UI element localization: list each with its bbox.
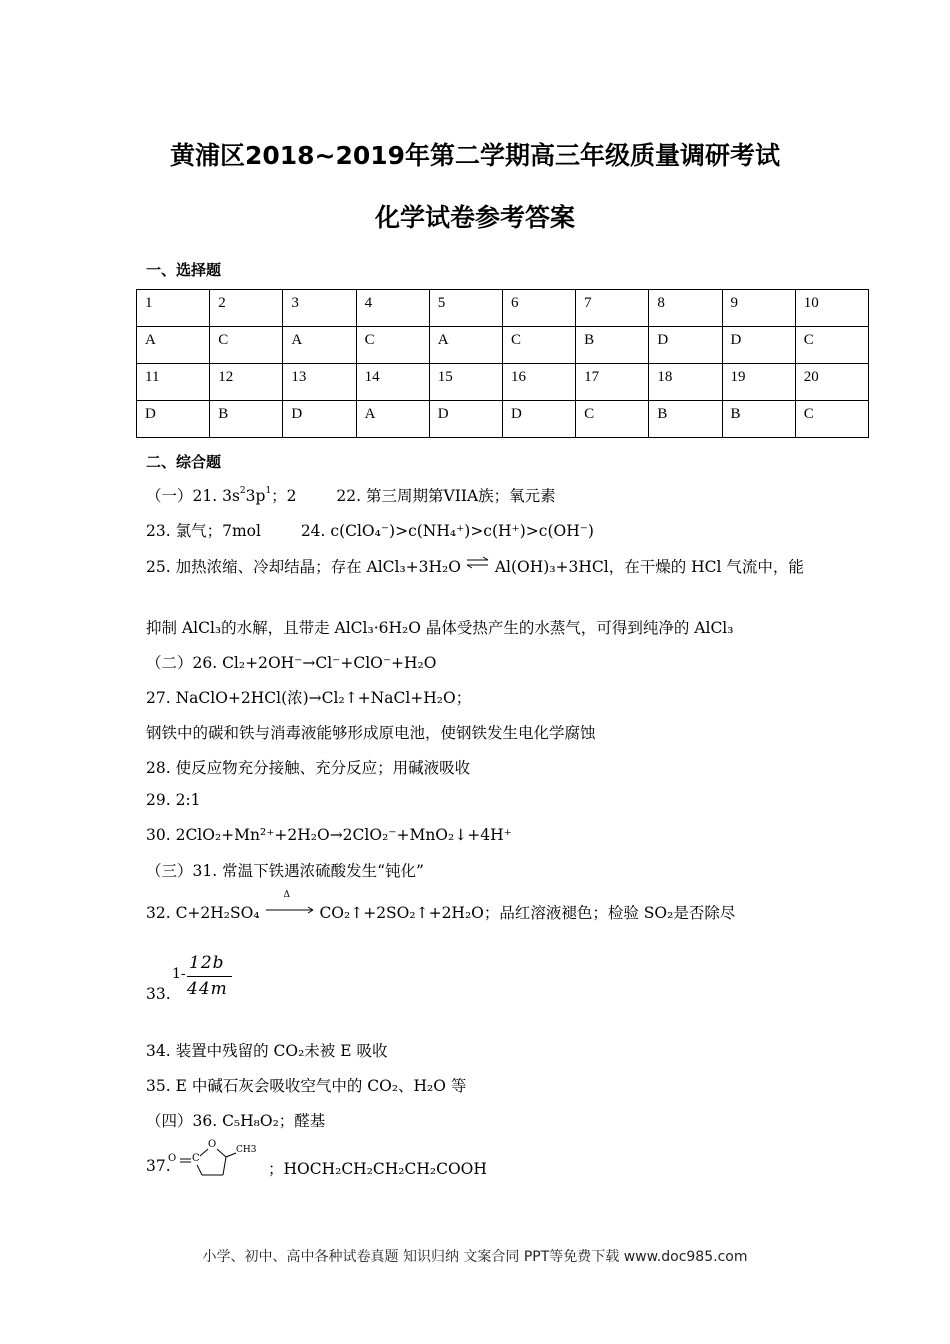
equilibrium-arrow-icon bbox=[466, 556, 490, 570]
lactone-c: C bbox=[192, 1153, 200, 1164]
table-cell: 18 bbox=[649, 364, 722, 401]
table-cell: 13 bbox=[283, 364, 356, 401]
answer-q37-label: 37. bbox=[146, 1157, 171, 1175]
table-row bbox=[137, 401, 869, 438]
answer-q28: 28. 使反应物充分接触、充分反应；用碱液吸收 bbox=[146, 759, 471, 777]
table-cell: B bbox=[210, 401, 283, 438]
table-cell: A bbox=[356, 401, 429, 438]
table-cell: A bbox=[429, 327, 502, 364]
table-cell: 20 bbox=[795, 364, 868, 401]
answer-q21-22 bbox=[146, 484, 556, 506]
answer-q30: 30. 2ClO₂+Mn²⁺+2H₂O→2ClO₂⁻+MnO₂↓+4H⁺ bbox=[146, 826, 512, 844]
answer-q34: 34. 装置中残留的 CO₂未被 E 吸收 bbox=[146, 1042, 388, 1060]
table-cell: C bbox=[795, 401, 868, 438]
answer-q27-line1: 27. NaClO+2HCl(浓)→Cl₂↑+NaCl+H₂O； bbox=[146, 689, 472, 707]
table-cell: A bbox=[283, 327, 356, 364]
table-cell: 1 bbox=[137, 290, 210, 327]
table-cell: D bbox=[649, 327, 722, 364]
table-cell: B bbox=[722, 401, 795, 438]
right-arrow-icon bbox=[265, 902, 315, 918]
answer-q23-24 bbox=[146, 519, 594, 541]
reaction-arrow bbox=[265, 890, 315, 918]
q33-fraction-bar bbox=[187, 976, 232, 977]
lactone-ch3: CH3 bbox=[236, 1145, 257, 1155]
table-cell: 15 bbox=[429, 364, 502, 401]
answer-q29: 29. 2:1 bbox=[146, 791, 201, 809]
table-cell: 5 bbox=[429, 290, 502, 327]
table-cell: 3 bbox=[283, 290, 356, 327]
section-heading-comprehensive: 二、综合题 bbox=[146, 453, 222, 471]
table-cell: 11 bbox=[137, 364, 210, 401]
lactone-carbonyl-o: O bbox=[168, 1153, 177, 1164]
q22-text: 22. 第三周期第VIIA族；氧元素 bbox=[336, 487, 556, 505]
q33-numerator: 12b bbox=[189, 953, 225, 973]
lactone-ring-o: O bbox=[208, 1139, 217, 1150]
table-cell: 9 bbox=[722, 290, 795, 327]
answer-q33-formula bbox=[172, 953, 242, 1003]
q24-text: 24. c(ClO₄⁻)>c(NH₄⁺)>c(H⁺)>c(OH⁻) bbox=[300, 522, 594, 540]
footer-ad: 小学、初中、高中各种试卷真题 知识归纳 文案合同 PPT等免费下载 www.doc985.com bbox=[202, 1249, 748, 1265]
table-cell: D bbox=[283, 401, 356, 438]
table-cell: B bbox=[649, 401, 722, 438]
q32-text-b: CO₂↑+2SO₂↑+2H₂O；品红溶液褪色；检验 SO₂是否除尽 bbox=[319, 904, 736, 922]
q33-one-minus: 1- bbox=[172, 966, 186, 982]
q21-sup1: 2 bbox=[239, 486, 246, 496]
heat-symbol: Δ bbox=[283, 890, 290, 900]
answer-q35: 35. E 中碱石灰会吸收空气中的 CO₂、H₂O 等 bbox=[146, 1077, 467, 1095]
table-cell: 7 bbox=[576, 290, 649, 327]
table-cell: 8 bbox=[649, 290, 722, 327]
table-row bbox=[137, 290, 869, 327]
page-subtitle: 化学试卷参考答案 bbox=[374, 203, 575, 232]
table-row bbox=[137, 364, 869, 401]
q21-rest: ；2 bbox=[271, 487, 297, 505]
answer-table bbox=[136, 289, 869, 438]
table-cell: D bbox=[137, 401, 210, 438]
answer-q25-line1 bbox=[146, 555, 804, 577]
answer-q25-line2: 抑制 AlCl₃的水解，且带走 AlCl₃·6H₂O 晶体受热产生的水蒸气，可得到纯净的 AlCl₃ bbox=[146, 619, 734, 637]
table-cell: A bbox=[137, 327, 210, 364]
table-cell: 16 bbox=[502, 364, 575, 401]
table-cell: D bbox=[502, 401, 575, 438]
q23-text: 23. 氯气；7mol bbox=[146, 522, 261, 540]
table-cell: C bbox=[795, 327, 868, 364]
q33-denominator: 44m bbox=[187, 979, 228, 999]
table-row bbox=[137, 327, 869, 364]
q25-text-b: Al(OH)₃+3HCl，在干燥的 HCl 气流中，能 bbox=[494, 558, 804, 576]
q21-mid: 3p bbox=[245, 487, 266, 505]
page-title: 黄浦区2018~2019年第二学期高三年级质量调研考试 bbox=[169, 141, 781, 170]
table-cell: 6 bbox=[502, 290, 575, 327]
table-cell: B bbox=[576, 327, 649, 364]
answer-q37-text: ；HOCH₂CH₂CH₂CH₂COOH bbox=[268, 1160, 487, 1178]
table-cell: C bbox=[576, 401, 649, 438]
table-cell: C bbox=[502, 327, 575, 364]
answer-q36: （四）36. C₅H₈O₂；醛基 bbox=[146, 1112, 326, 1130]
table-cell: 17 bbox=[576, 364, 649, 401]
section-heading-choice: 一、选择题 bbox=[146, 261, 222, 279]
q21-text: （一）21. 3s bbox=[146, 487, 240, 505]
q21-sup2: 1 bbox=[265, 486, 272, 496]
table-cell: 14 bbox=[356, 364, 429, 401]
table-cell: D bbox=[722, 327, 795, 364]
table-cell: C bbox=[356, 327, 429, 364]
table-cell: 2 bbox=[210, 290, 283, 327]
lactone-structure bbox=[168, 1137, 268, 1187]
q25-text-a: 25. 加热浓缩、冷却结晶；存在 AlCl₃+3H₂O bbox=[146, 558, 461, 576]
q32-text-a: 32. C+2H₂SO₄ bbox=[146, 904, 260, 922]
table-cell: 4 bbox=[356, 290, 429, 327]
answer-q27-line2: 钢铁中的碳和铁与消毒液能够形成原电池，使钢铁发生电化学腐蚀 bbox=[146, 724, 596, 742]
answer-q32 bbox=[146, 890, 736, 923]
table-cell: 19 bbox=[722, 364, 795, 401]
answer-q26: （二）26. Cl₂+2OH⁻→Cl⁻+ClO⁻+H₂O bbox=[146, 654, 437, 672]
table-cell: 12 bbox=[210, 364, 283, 401]
table-cell: C bbox=[210, 327, 283, 364]
table-cell: D bbox=[429, 401, 502, 438]
answer-q31: （三）31. 常温下铁遇浓硫酸发生“钝化” bbox=[146, 862, 424, 880]
table-cell: 10 bbox=[795, 290, 868, 327]
answer-q33-label: 33. bbox=[146, 985, 171, 1003]
